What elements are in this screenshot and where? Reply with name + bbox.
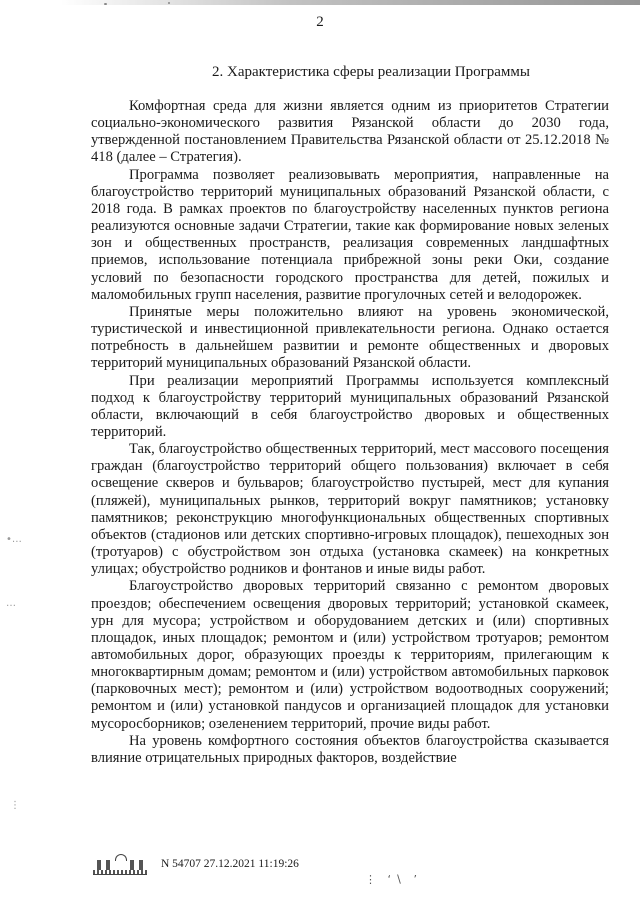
document-body	[91, 98, 609, 767]
registration-code: N 54707 27.12.2021 11:19:26	[161, 858, 299, 870]
scan-dust	[168, 2, 170, 4]
paragraph: Принятые меры положительно влияют на уровень экономической, туристической и инвестиционной привлекательности региона. Однако остается потребность в дальнейшем развитии и ремонте общественных и дворовых территорий муниципальных образований Рязанской области.	[91, 303, 609, 372]
paragraph: Программа позволяет реализовывать мероприятия, направленные на благоустройство территорий муниципальных образований Рязанской области, с 2018 года. В рамках проектов по благоустройству населенных пунктов региона реализуются основные задачи Стратегии, такие как формирование новых зеленых зон и общественных пространств, реализация современных ландшафтных приемов, использование потенциала прибрежной зоны реки Оки, создание условий по безопасности городского пространства для детей, пожилых и маломобильных групп населения, развитие прогулочных сетей и велодорожек.	[91, 166, 609, 303]
page-number: 2	[316, 14, 324, 30]
handwritten-mark: ⋮ ‘∖ ’	[365, 873, 421, 886]
section-title: 2. Характеристика сферы реализации Программы	[212, 64, 530, 80]
paragraph: При реализации мероприятий Программы используется комплексный подход к благоустройству территорий муниципальных образований Рязанской области, включающий в себя благоустройство дворовых и общественных территорий.	[91, 372, 609, 440]
document-footer	[93, 852, 299, 876]
margin-mark: •…	[6, 534, 22, 545]
scan-edge-shadow	[60, 0, 640, 5]
margin-mark: ⋮	[10, 800, 20, 811]
scan-dust	[104, 3, 107, 5]
paragraph: Так, благоустройство общественных территорий, мест массового посещения граждан (благоустройство территорий общего пользования) включает в себя освещение скверов и бульваров; благоустройство пустырей, мест для купания (пляжей), муниципальных рынков, территорий вокруг памятников; установку памятников; реконструкцию многофункциональных общественных спортивных объектов (стадионов или детских спортивно-игровых площадок), пешеходных зон (тротуаров) с обустройством зон отдыха (установка скамеек) на конкретных улицах; обустройство родников и фонтанов и иные виды работ.	[91, 441, 609, 578]
margin-mark: …	[6, 598, 16, 609]
paragraph: Благоустройство дворовых территорий связанно с ремонтом дворовых проездов; обеспечением освещения дворовых территорий; установкой скамеек, урн для мусора; устройством и оборудованием детских и (или) спортивных площадок, иных площадок; ремонтом и (или) устройством тротуаров; ремонтом автомобильных дорог, образующих проезды к территориям, прилегающим к многоквартирным домам; ремонтом и (или) устройством автомобильных парковок (парковочных мест); ремонтом и (или) устройством водоотводных сооружений; ремонтом и (или) установкой пандусов и организацией площадок для установки мусоросборников; озеленением территорий, прочие виды работ.	[91, 578, 609, 732]
paragraph: На уровень комфортного состояния объектов благоустройства сказывается влияние отрицательных природных факторов, воздействие	[91, 732, 609, 766]
emblem-logo	[93, 854, 147, 875]
paragraph: Комфортная среда для жизни является одним из приоритетов Стратегии социально-экономического развития Рязанской области до 2030 года, утвержденной постановлением Правительства Рязанской области от 25.12.2018 № 418 (далее – Стратегия).	[91, 98, 609, 166]
